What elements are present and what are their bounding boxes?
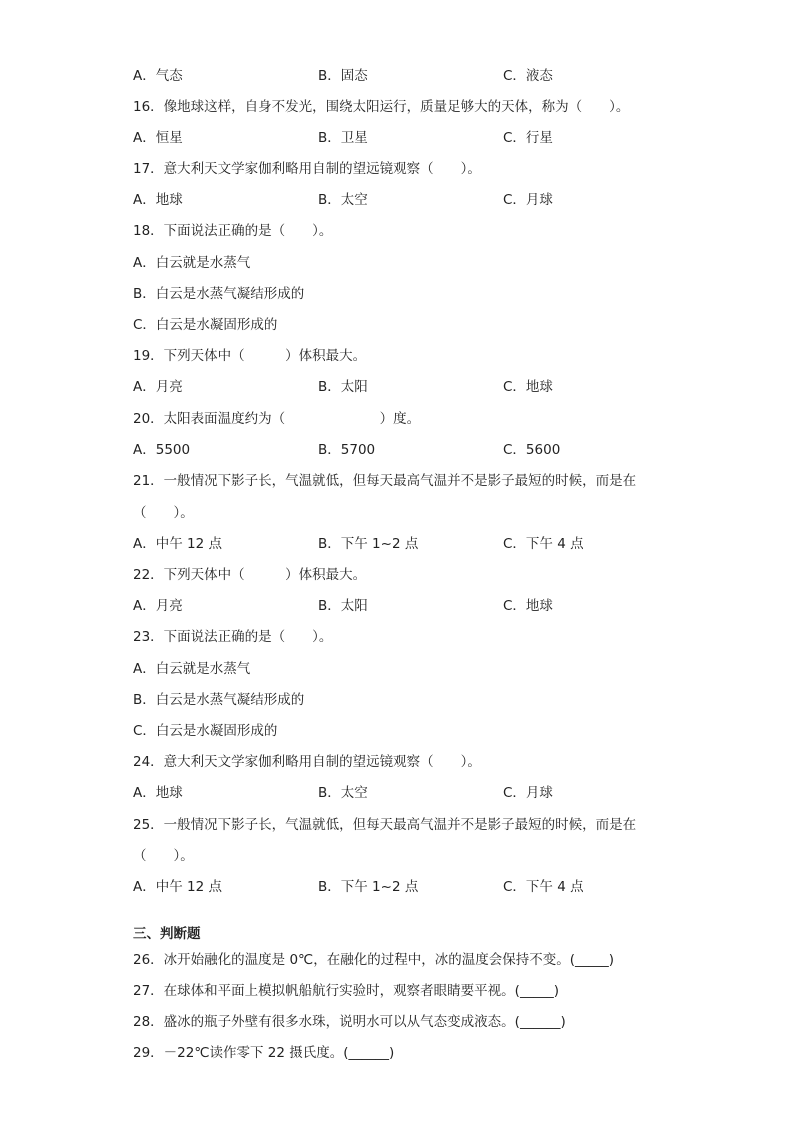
q19-option-c[interactable]: C．地球	[503, 379, 553, 395]
q22-option-a[interactable]: A．月亮	[133, 598, 183, 614]
q16-option-b[interactable]: B．卫星	[318, 130, 368, 146]
q18-option-b[interactable]: B．白云是水蒸气凝结形成的	[133, 286, 305, 302]
q17-option-b[interactable]: B．太空	[318, 192, 368, 208]
q25-stem-line2: （ ）。	[133, 848, 194, 864]
q21-option-c[interactable]: C．下午 4 点	[503, 536, 584, 552]
q15-option-c[interactable]: C．液态	[503, 68, 553, 84]
q17-option-a[interactable]: A．地球	[133, 192, 183, 208]
q16-option-a[interactable]: A．恒星	[133, 130, 183, 146]
q16-stem: 16．像地球这样，自身不发光，围绕太阳运行，质量足够大的天体，称为（ ）。	[133, 99, 630, 115]
q15-option-b[interactable]: B．固态	[318, 68, 368, 84]
q18-option-c[interactable]: C．白云是水凝固形成的	[133, 317, 278, 333]
q18-stem: 18．下面说法正确的是（ ）。	[133, 223, 333, 239]
q21-stem-line2: （ ）。	[133, 505, 194, 521]
q24-option-b[interactable]: B．太空	[318, 785, 368, 801]
q23-option-b[interactable]: B．白云是水蒸气凝结形成的	[133, 692, 305, 708]
q19-option-b[interactable]: B．太阳	[318, 379, 368, 395]
q23-stem: 23．下面说法正确的是（ ）。	[133, 629, 333, 645]
q22-stem: 22．下列天体中（ ）体积最大。	[133, 567, 367, 583]
q25-option-c[interactable]: C．下午 4 点	[503, 879, 584, 895]
q23-option-a[interactable]: A．白云就是水蒸气	[133, 661, 251, 677]
q17-option-c[interactable]: C．月球	[503, 192, 553, 208]
q16-option-c[interactable]: C．行星	[503, 130, 553, 146]
q20-option-b[interactable]: B．5700	[318, 442, 376, 458]
q24-stem: 24．意大利天文学家伽利略用自制的望远镜观察（ ）。	[133, 754, 481, 770]
q18-option-a[interactable]: A．白云就是水蒸气	[133, 255, 251, 271]
q25-option-a[interactable]: A．中午 12 点	[133, 879, 222, 895]
q23-option-c[interactable]: C．白云是水凝固形成的	[133, 723, 278, 739]
q21-stem-line1: 21．一般情况下影子长，气温就低，但每天最高气温并不是影子最短的时候，而是在	[133, 473, 637, 489]
q19-stem: 19．下列天体中（ ）体积最大。	[133, 348, 367, 364]
section-title-judgement: 三、判断题	[133, 926, 201, 942]
q22-option-b[interactable]: B．太阳	[318, 598, 368, 614]
q25-option-b[interactable]: B．下午 1~2 点	[318, 879, 419, 895]
q24-option-c[interactable]: C．月球	[503, 785, 553, 801]
q22-option-c[interactable]: C．地球	[503, 598, 553, 614]
q28-statement: 28．盛冰的瓶子外壁有很多水珠，说明水可以从气态变成液态。(______)	[133, 1014, 566, 1030]
q17-stem: 17．意大利天文学家伽利略用自制的望远镜观察（ ）。	[133, 161, 481, 177]
q19-option-a[interactable]: A．月亮	[133, 379, 183, 395]
q29-statement: 29．－22℃读作零下 22 摄氏度。(______)	[133, 1045, 395, 1061]
q15-option-a[interactable]: A．气态	[133, 68, 183, 84]
q26-statement: 26．冰开始融化的温度是 0℃，在融化的过程中，冰的温度会保持不变。(_____)	[133, 952, 615, 968]
q20-option-c[interactable]: C．5600	[503, 442, 561, 458]
q25-stem-line1: 25．一般情况下影子长，气温就低，但每天最高气温并不是影子最短的时候，而是在	[133, 817, 637, 833]
q20-stem: 20．太阳表面温度约为（ ）度。	[133, 411, 421, 427]
q24-option-a[interactable]: A．地球	[133, 785, 183, 801]
q21-option-a[interactable]: A．中午 12 点	[133, 536, 222, 552]
q27-statement: 27．在球体和平面上模拟帆船航行实验时，观察者眼睛要平视。(_____)	[133, 983, 559, 999]
q20-option-a[interactable]: A．5500	[133, 442, 191, 458]
q21-option-b[interactable]: B．下午 1~2 点	[318, 536, 419, 552]
